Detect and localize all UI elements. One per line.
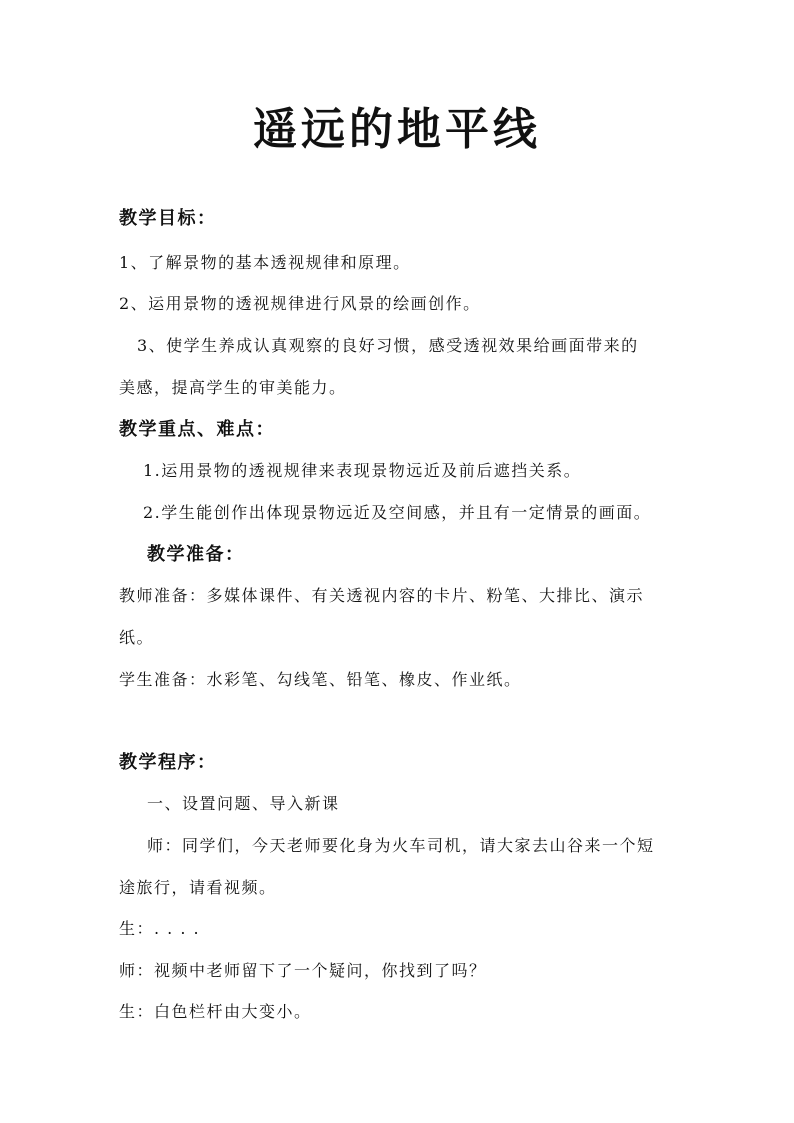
document-title: 遥远的地平线 xyxy=(253,104,541,155)
procedure-teacher-line-1: 师：同学们，今天老师要化身为火车司机，请大家去山谷来一个短 xyxy=(147,836,655,855)
procedure-heading: 教学程序： xyxy=(119,752,217,773)
procedure-teacher-line-1-continued: 途旅行，请看视频。 xyxy=(119,878,277,897)
prep-teacher-continued: 纸。 xyxy=(119,628,155,647)
keypoint-item-2: 2.学生能创作出体现景物远近及空间感，并且有一定情景的画面。 xyxy=(143,503,652,522)
goal-item-1: 1、了解景物的基本透视规律和原理。 xyxy=(119,253,411,272)
procedure-student-line-2: 生：白色栏杆由大变小。 xyxy=(119,1002,312,1021)
prep-teacher: 教师准备：多媒体课件、有关透视内容的卡片、粉笔、大排比、演示 xyxy=(119,586,645,605)
prep-student: 学生准备：水彩笔、勾线笔、铅笔、橡皮、作业纸。 xyxy=(119,670,522,689)
goal-item-3-continued: 美感，提高学生的审美能力。 xyxy=(119,378,347,397)
keypoints-heading: 教学重点、难点： xyxy=(119,419,275,440)
goal-item-2: 2、运用景物的透视规律进行风景的绘画创作。 xyxy=(119,294,481,313)
procedure-student-line-1: 生：. . . . xyxy=(119,919,201,938)
prep-heading: 教学准备： xyxy=(147,544,245,565)
keypoint-item-1: 1.运用景物的透视规律来表现景物远近及前后遮挡关系。 xyxy=(143,461,582,480)
procedure-teacher-line-2: 师：视频中老师留下了一个疑问，你找到了吗？ xyxy=(119,961,487,980)
goals-heading: 教学目标： xyxy=(119,208,217,229)
procedure-step-1: 一、设置问题、导入新课 xyxy=(147,794,340,813)
goal-item-3: 3、使学生养成认真观察的良好习惯，感受透视效果给画面带来的 xyxy=(137,336,639,355)
